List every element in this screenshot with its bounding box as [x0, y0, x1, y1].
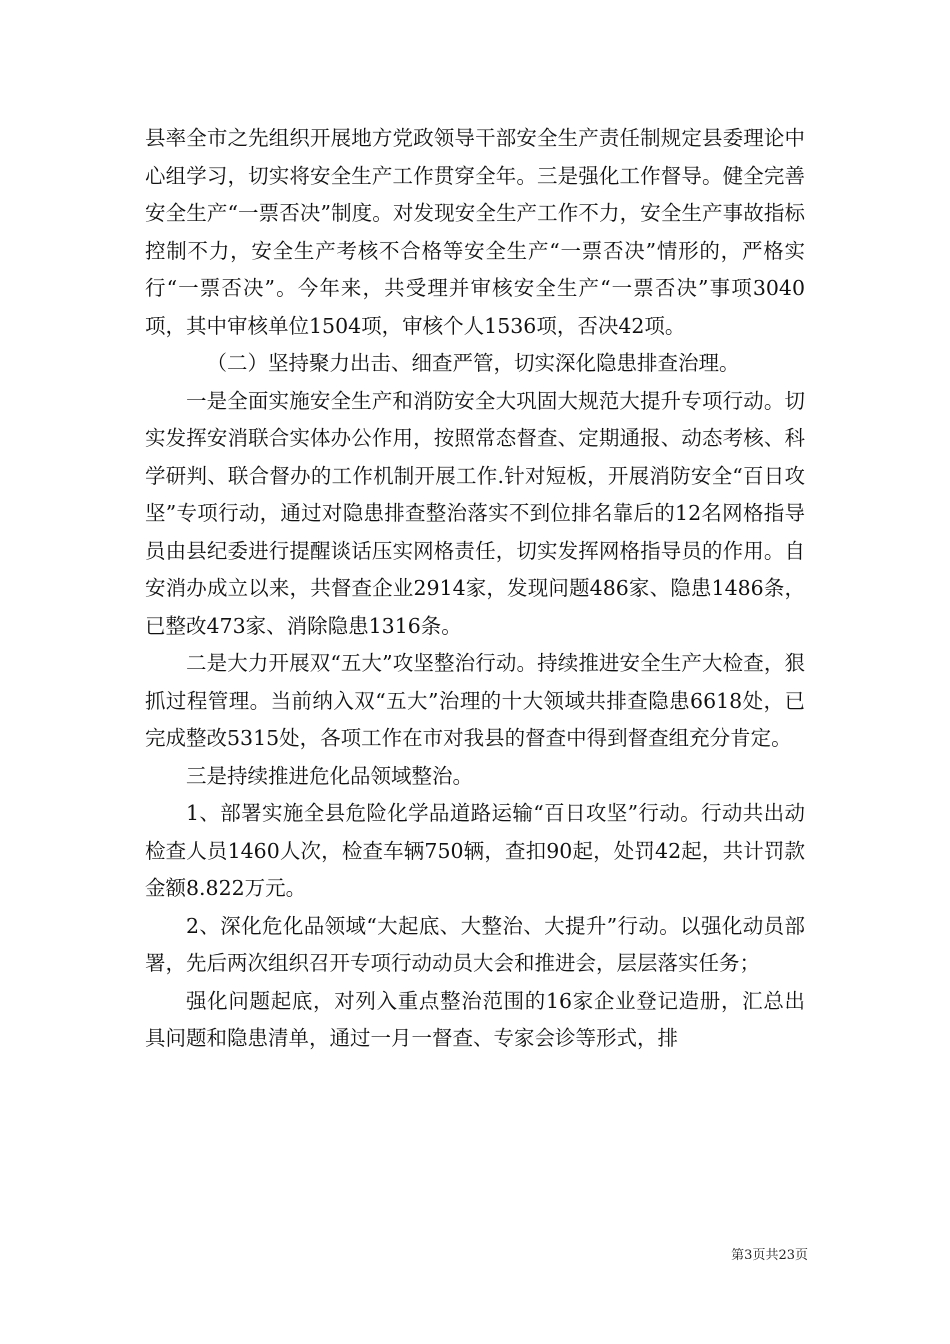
section-heading-hazard-investigation: （二）坚持聚力出击、细查严管，切实深化隐患排查治理。 [206, 351, 740, 375]
page-number-footer: 第3页共23页 [731, 1248, 808, 1263]
paragraph-road-transport-action: 1、部署实施全县危险化学品道路运输“百日攻坚”行动。行动共出动检查人员1460人次，检查车辆750辆，查扣90起，处罚42起，共计罚款金额8.822万元。 [145, 801, 805, 900]
document-body [145, 120, 805, 1058]
paragraph-deepen-chemicals-action: 2、深化危化品领域“大起底、大整治、大提升”行动。以强化动员部署，先后两次组织召开专项行动动员大会和推进会，层层落实任务； [145, 913, 805, 975]
paragraph-hazardous-chemicals-heading: 三是持续推进危化品领域整治。 [186, 763, 473, 788]
paragraph-problem-registration: 强化问题起底，对列入重点整治范围的16家企业登记造册，汇总出具问题和隐患清单，通过一月一督查、专家会诊等形式，排 [145, 988, 805, 1050]
paragraph-double-five-action: 二是大力开展双“五大”攻坚整治行动。持续推进安全生产大检查，狠抓过程管理。当前纳入双“五大”治理的十大领域共排查隐患6618处，已完成整改5315处，各项工作在市对我县的督查中得到督查组充分肯定。 [145, 651, 805, 750]
paragraph-fire-safety-action: 一是全面实施安全生产和消防安全大巩固大规范大提升专项行动。切实发挥安消联合实体办公作用，按照常态督查、定期通报、动态考核、科学研判、联合督办的工作机制开展工作.针对短板，开展消防安全“百日攻坚”专项行动，通过对隐患排查整治落实不到位排名靠后的12名网格指导员由县纪委进行提醒谈话压实网格责任，切实发挥网格指导员的作用。自安消办成立以来，共督查企业2914家，发现问题486家、隐患1486条，已整改473家、消除隐患1316条。 [145, 388, 805, 638]
paragraph-responsibility-continued: 县率全市之先组织开展地方党政领导干部安全生产责任制规定县委理论中心组学习，切实将安全生产工作贯穿全年。三是强化工作督导。健全完善安全生产“一票否决”制度。对发现安全生产工作不力，安全生产事故指标控制不力，安全生产考核不合格等安全生产“一票否决”情形的，严格实行“一票否决”。今年来，共受理并审核安全生产“一票否决”事项3040项，其中审核单位1504项，审核个人1536项，否决42项。 [145, 126, 805, 338]
